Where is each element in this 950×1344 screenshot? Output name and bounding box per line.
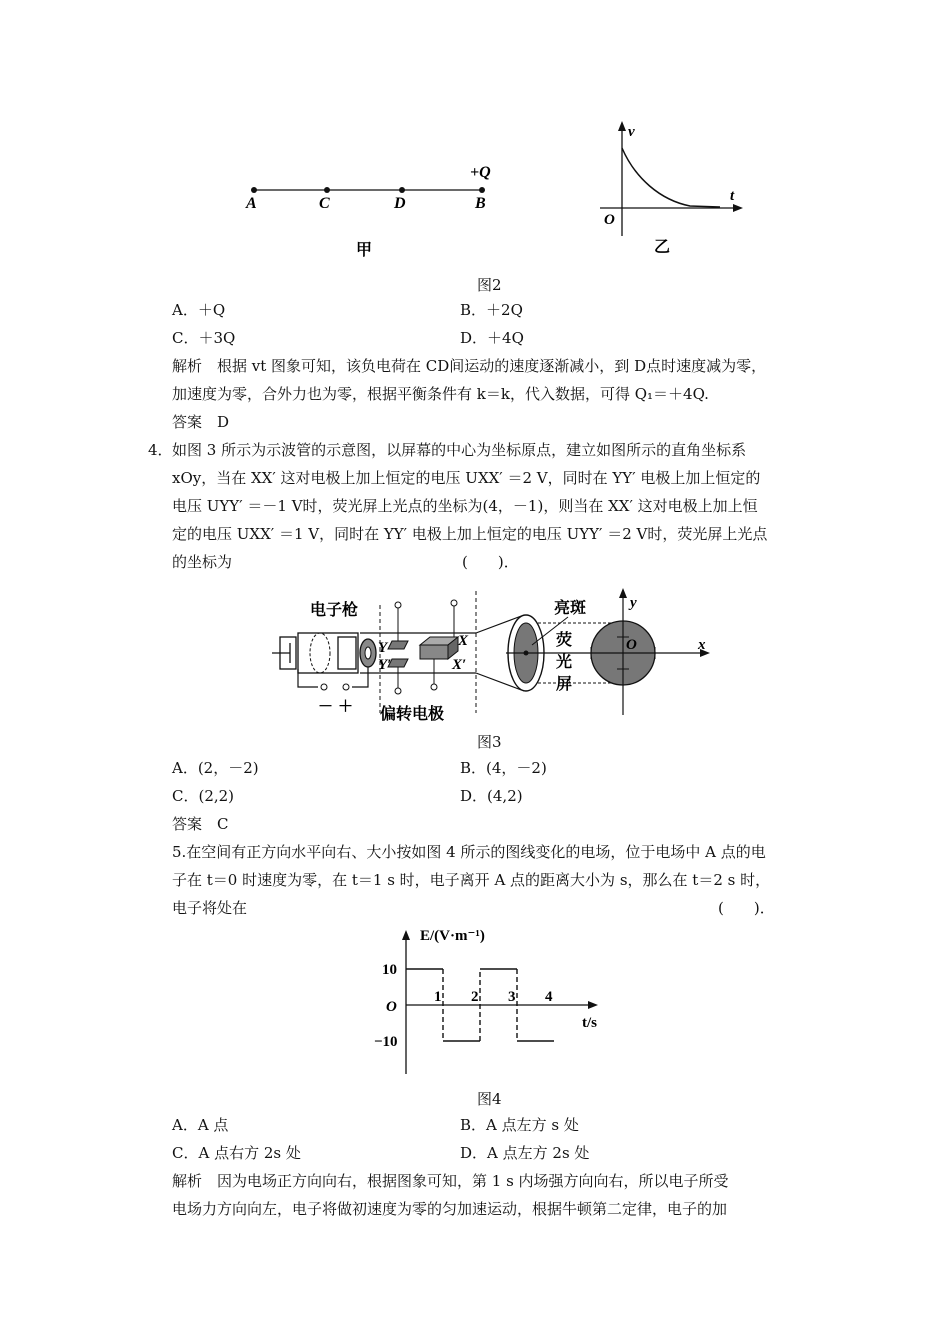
anode — [338, 637, 356, 669]
q5-line3: 电子将处在 — [172, 899, 248, 917]
y-tick-label: −10 — [374, 1034, 398, 1050]
x-tick-label: 4 — [545, 989, 553, 1005]
q3-option-b: B．＋2Q — [460, 301, 523, 319]
x-plate-front — [420, 645, 448, 659]
q3-answer: 答案 D — [172, 413, 230, 431]
fig4-caption: 图4 — [477, 1090, 502, 1108]
chart-x-axis-arrow — [588, 1001, 598, 1009]
screen-char-2: 光 — [556, 654, 573, 671]
circuit-right — [352, 667, 368, 687]
point-b-label: B — [475, 195, 486, 212]
q4-line3: 电压 UYY′ ＝－1 V时，荧光屏上光点的坐标为(4，－1)，则当在 XX′ 这对电极上加上恒 — [172, 497, 758, 515]
q3-option-d: D．＋4Q — [460, 329, 524, 347]
x-axis-label: x — [698, 637, 706, 653]
origin-label-fig3: O — [626, 637, 637, 653]
terminal-plus — [343, 684, 349, 690]
chart-y-axis-arrow — [402, 930, 410, 940]
chart-y-label: E/(V·m⁻¹) — [420, 928, 485, 944]
v-t-curve — [622, 148, 720, 207]
point-c — [324, 187, 330, 193]
q4-option-a: A．(2，－2) — [172, 759, 259, 777]
x-tick-label: 2 — [471, 989, 479, 1005]
q4-option-c: C．(2,2) — [172, 787, 235, 805]
x-terminal-top — [451, 600, 457, 606]
v-axis-label: v — [628, 124, 635, 140]
q4-line4: 定的电压 UXX′ ＝1 V，同时在 YY′ 电极上加上恒定的电压 UYY′ ＝2 V时，荧光屏上光点 — [172, 525, 768, 543]
x-tick-label: 1 — [434, 989, 442, 1005]
plus-label: ＋ — [338, 699, 354, 715]
gun-ellipse — [310, 633, 330, 673]
t-axis-arrow — [733, 204, 743, 212]
circuit-left — [298, 669, 318, 687]
chart-origin-label: O — [386, 999, 397, 1015]
q4-line1: 如图 3 所示为示波管的示意图，以屏幕的中心为坐标原点，建立如图所示的直角坐标系 — [172, 441, 747, 459]
q3-option-a: A．＋Q — [172, 301, 226, 319]
x-tick-label: 3 — [508, 989, 516, 1005]
y-terminal-bottom — [395, 688, 401, 694]
q5-line1: 5.在空间有正方向水平向右、大小按如图 4 所示的图线变化的电场，位于电场中 A 点的电 — [172, 843, 766, 861]
q4-option-d: D．(4,2) — [460, 787, 523, 805]
fig2-jia-caption: 甲 — [356, 242, 373, 259]
v-axis-arrow — [618, 121, 626, 131]
q5-blank: ( )． — [718, 899, 775, 917]
screen-char-3: 屏 — [556, 676, 573, 693]
q4-answer: 答案 C — [172, 815, 229, 833]
screen-char-1: 荧 — [556, 632, 573, 649]
q4-line5: 的坐标为 — [172, 553, 233, 571]
q4-number: 4． — [148, 441, 173, 459]
anode-hole — [365, 647, 371, 659]
spot-label: 亮斑 — [554, 600, 587, 617]
terminal-minus — [321, 684, 327, 690]
charge-label: +Q — [470, 164, 491, 181]
deflect-label: 偏转电极 — [380, 706, 445, 723]
q5-line2: 子在 t＝0 时速度为零，在 t＝1 s 时，电子离开 A 点的距离大小为 s，那么在 t＝2 s 时， — [172, 871, 771, 889]
y-terminal-top — [395, 602, 401, 608]
gun-label: 电子枪 — [310, 602, 359, 619]
x-terminal-bottom — [431, 684, 437, 690]
q5-option-a: A．A 点 — [172, 1116, 229, 1134]
q4-option-b: B．(4，－2) — [460, 759, 547, 777]
fig2-yi-caption: 乙 — [654, 239, 671, 256]
y-axis-arrow — [619, 588, 627, 598]
q5-analysis-line1: 解析 因为电场正方向向右，根据图象可知，第 1 s 内场强方向向右，所以电子所受 — [172, 1172, 729, 1190]
minus-label: － — [318, 699, 334, 715]
t-axis-label: t — [730, 188, 735, 204]
y-plate-top — [388, 641, 408, 649]
point-c-label: C — [319, 195, 330, 212]
fig2-caption: 图2 — [477, 276, 502, 294]
figure-3-oscilloscope — [268, 585, 718, 725]
q3-option-c: C．＋3Q — [172, 329, 236, 347]
figure-2-yi — [590, 118, 750, 258]
q5-option-d: D．A 点左方 2s 处 — [460, 1144, 590, 1162]
yp-plate-label: Y′ — [378, 657, 392, 673]
q5-analysis-line2: 电场力方向向左，电子将做初速度为零的匀加速运动，根据牛顿第二定律，电子的加 — [172, 1200, 728, 1218]
q5-option-c: C．A 点右方 2s 处 — [172, 1144, 301, 1162]
point-d-label: D — [394, 195, 406, 212]
chart-x-ticks — [434, 989, 553, 1005]
point-a — [251, 187, 257, 193]
chart-x-label: t/s — [582, 1015, 597, 1031]
xp-plate-label: X′ — [452, 657, 467, 673]
y-axis-label: y — [630, 595, 637, 611]
q4-blank: ( )． — [462, 553, 519, 571]
q3-analysis-line1: 解析 根据 vt 图象可知，该负电荷在 CD间运动的速度逐渐减小，到 D点时速度减为零， — [172, 357, 767, 375]
figure-2-jia — [230, 150, 520, 270]
y-plate-label: Y — [378, 640, 388, 656]
point-a-label: A — [246, 195, 257, 212]
q3-analysis-line2: 加速度为零，合外力也为零，根据平衡条件有 k＝k，代入数据，可得 Q₁＝＋4Q. — [172, 385, 709, 403]
point-d — [399, 187, 405, 193]
origin-label: O — [604, 212, 615, 228]
y-tick-label: 10 — [382, 962, 397, 978]
point-b — [479, 187, 485, 193]
q4-line2: xOy，当在 XX′ 这对电极上加上恒定的电压 UXX′ ＝2 V，同时在 YY′ 电极上加上恒定的 — [172, 469, 761, 487]
figure-4-chart — [370, 922, 610, 1087]
q5-option-b: B．A 点左方 s 处 — [460, 1116, 579, 1134]
fig3-caption: 图3 — [477, 733, 502, 751]
x-plate-label: X — [458, 633, 469, 649]
